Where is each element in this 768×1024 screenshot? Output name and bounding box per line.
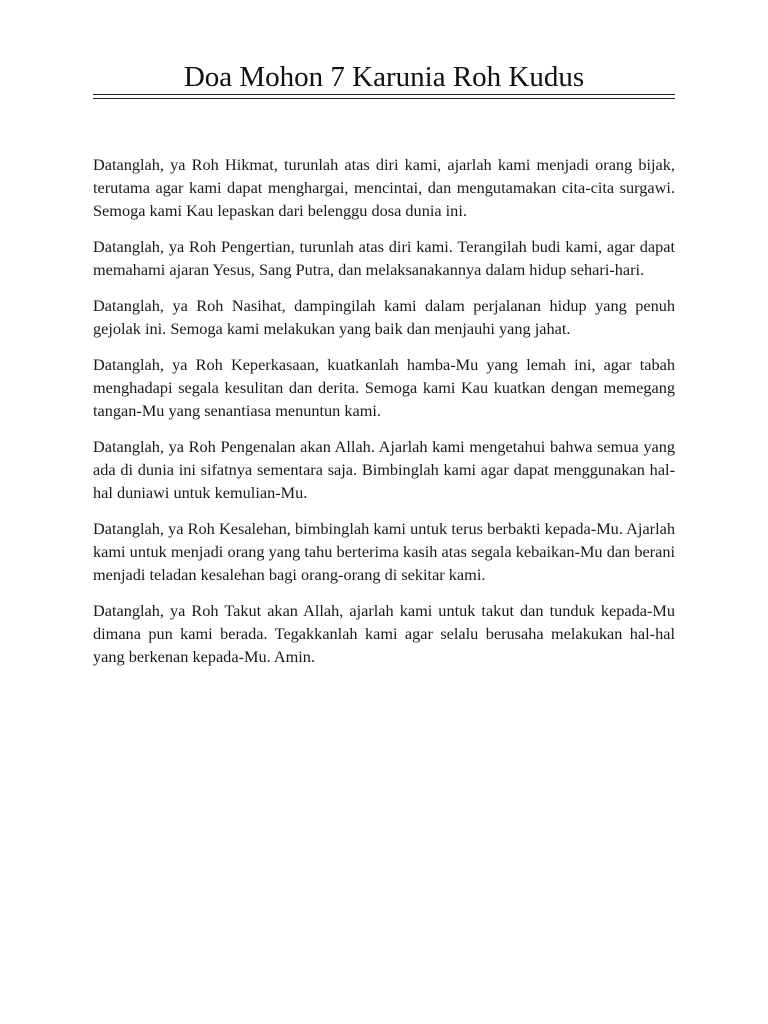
- document-body: [93, 153, 675, 681]
- paragraph-roh-hikmat: Datanglah, ya Roh Hikmat, turunlah atas diri kami, ajarlah kami menjadi orang bijak, terutama agar kami dapat menghargai, mencintai, dan mengutamakan cita-cita surgawi. Semoga kami Kau lepaskan dari belenggu dosa dunia ini.: [93, 155, 675, 220]
- paragraph-roh-kesalehan: Datanglah, ya Roh Kesalehan, bimbinglah kami untuk terus berbakti kepada-Mu. Ajarlah kami untuk menjadi orang yang tahu berterima kasih atas segala kebaikan-Mu dan berani menjadi teladan kesalehan bagi orang-orang di sekitar kami.: [93, 519, 675, 584]
- document-title: Doa Mohon 7 Karunia Roh Kudus: [183, 61, 585, 93]
- paragraph-roh-pengenalan: Datanglah, ya Roh Pengenalan akan Allah. Ajarlah kami mengetahui bahwa semua yang ada di dunia ini sifatnya sementara saja. Bimbinglah kami agar dapat menggunakan hal-hal duniawi untuk kemulian-Mu.: [93, 437, 675, 502]
- paragraph-roh-pengertian: Datanglah, ya Roh Pengertian, turunlah atas diri kami. Terangilah budi kami, agar dapat memahami ajaran Yesus, Sang Putra, dan melaksanakannya dalam hidup sehari-hari.: [93, 237, 675, 279]
- paragraph-roh-nasihat: Datanglah, ya Roh Nasihat, dampingilah kami dalam perjalanan hidup yang penuh gejolak ini. Semoga kami melakukan yang baik dan menjauhi yang jahat.: [93, 296, 675, 338]
- title-underline: [93, 94, 675, 99]
- paragraph-roh-takut-akan-allah: Datanglah, ya Roh Takut akan Allah, ajarlah kami untuk takut dan tunduk kepada-Mu dimana pun kami berada. Tegakkanlah kami agar selalu berusaha melakukan hal-hal yang berkenan kepada-Mu. Amin.: [93, 601, 675, 666]
- paragraph-roh-keperkasaan: Datanglah, ya Roh Keperkasaan, kuatkanlah hamba-Mu yang lemah ini, agar tabah menghadapi segala kesulitan dan derita. Semoga kami Kau kuatkan dengan memegang tangan-Mu yang senantiasa menuntun kami.: [93, 355, 675, 420]
